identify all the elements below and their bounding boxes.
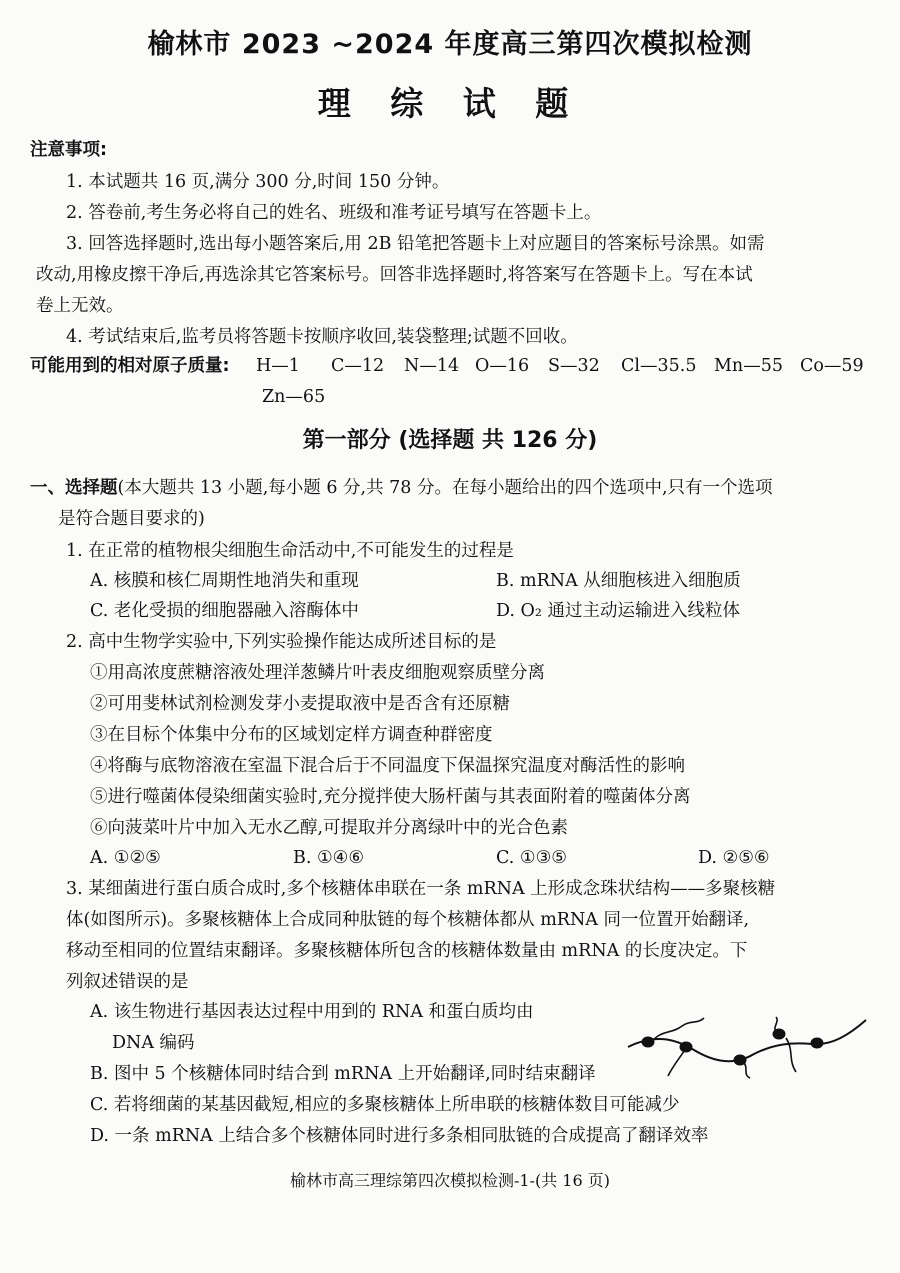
q1-option-b: B. mRNA 从细胞核进入细胞质	[496, 571, 741, 591]
note-item: 4. 考试结束后,监考员将答题卡按顺序收回,装袋整理;试题不回收。	[66, 327, 578, 347]
q1-option-d: D. O₂ 通过主动运输进入线粒体	[496, 601, 740, 621]
instruction-text: (本大题共 13 小题,每小题 6 分,共 78 分。在每小题给出的四个选项中,只有一个选项	[117, 478, 773, 498]
question-3-stem: 3. 某细菌进行蛋白质合成时,多个核糖体串联在一条 mRNA 上形成念珠状结构——多聚核糖	[66, 879, 776, 899]
note-item: 3. 回答选择题时,选出每小题答案后,用 2B 铅笔把答题卡上对应题目的答案标号涂黑。如需	[66, 234, 765, 254]
notes-heading: 注意事项:	[30, 140, 107, 160]
question-3-stem-cont: 移动至相同的位置结束翻译。多聚核糖体所包含的核糖体数量由 mRNA 的长度决定。下	[66, 941, 748, 961]
q3-option-c: C. 若将细菌的某基因截短,相应的多聚核糖体上所串联的核糖体数目可能减少	[90, 1095, 680, 1115]
q2-statement: ①用高浓度蔗糖溶液处理洋葱鳞片叶表皮细胞观察质壁分离	[90, 663, 545, 683]
exam-title: 榆林市 2023 ~2024 年度高三第四次模拟检测	[147, 29, 753, 60]
question-3-stem-cont: 体(如图所示)。多聚核糖体上合成同种肽链的每个核糖体都从 mRNA 同一位置开始翻译,	[66, 910, 750, 930]
atomic-mass: Mn—55	[714, 356, 783, 376]
q2-statement: ③在目标个体集中分布的区域划定样方调查种群密度	[90, 725, 493, 745]
atomic-mass: Zn—65	[262, 387, 326, 407]
q3-option-a-cont: DNA 编码	[112, 1033, 195, 1053]
atomic-mass-label: 可能用到的相对原子质量:	[30, 356, 230, 376]
ribosome	[680, 1042, 693, 1053]
subject-title: 理 综 试 题	[317, 84, 583, 123]
q3-option-d: D. 一条 mRNA 上结合多个核糖体同时进行多条相同肽链的合成提高了翻译效率	[90, 1126, 709, 1146]
q2-statement: ②可用斐林试剂检测发芽小麦提取液中是否含有还原糖	[90, 694, 510, 714]
page-footer: 榆林市高三理综第四次模拟检测-1-(共 16 页)	[289, 1171, 610, 1190]
note-item: 1. 本试题共 16 页,满分 300 分,时间 150 分钟。	[66, 172, 450, 192]
q1-option-a: A. 核膜和核仁周期性地消失和重现	[90, 571, 359, 591]
q1-option-c: C. 老化受损的细胞器融入溶酶体中	[90, 601, 359, 621]
note-item: 2. 答卷前,考生务必将自己的姓名、班级和准考证号填写在答题卡上。	[66, 203, 602, 223]
polyribosome-figure	[624, 1016, 870, 1080]
q2-statement: ⑥向菠菜叶片中加入无水乙醇,可提取并分离绿叶中的光合色素	[90, 818, 569, 838]
atomic-mass: H—1	[256, 356, 300, 376]
ribosome	[642, 1037, 655, 1048]
part1-title: 第一部分 (选择题 共 126 分)	[302, 428, 598, 453]
part1-instruction-cont: 是符合题目要求的)	[58, 509, 205, 529]
atomic-mass: Cl—35.5	[621, 356, 697, 376]
q2-statement: ⑤进行噬菌体侵染细菌实验时,充分搅拌使大肠杆菌与其表面附着的噬菌体分离	[90, 787, 691, 807]
peptide-chain	[668, 1048, 686, 1076]
atomic-mass: C—12	[331, 356, 385, 376]
instruction-head: 一、选择题	[30, 478, 118, 498]
q2-option-c: C. ①③⑤	[496, 848, 567, 868]
atomic-mass: O—16	[475, 356, 530, 376]
q3-option-b: B. 图中 5 个核糖体同时结合到 mRNA 上开始翻译,同时结束翻译	[90, 1064, 596, 1084]
question-2-stem: 2. 高中生物学实验中,下列实验操作能达成所述目标的是	[66, 632, 497, 652]
ribosome	[811, 1038, 824, 1049]
atomic-mass: S—32	[548, 356, 600, 376]
q2-option-b: B. ①④⑥	[293, 848, 365, 868]
note-item: 卷上无效。	[36, 296, 124, 316]
ribosome	[773, 1029, 786, 1040]
atomic-mass: N—14	[404, 356, 460, 376]
question-1-stem: 1. 在正常的植物根尖细胞生命活动中,不可能发生的过程是	[66, 541, 514, 561]
q2-option-d: D. ②⑤⑥	[698, 848, 770, 868]
part1-instruction	[30, 477, 773, 499]
mrna-strand	[628, 1020, 866, 1061]
q2-option-a: A. ①②⑤	[90, 848, 161, 868]
atomic-mass: Co—59	[800, 356, 864, 376]
question-3-stem-cont: 列叙述错误的是	[66, 972, 189, 992]
q2-statement: ④将酶与底物溶液在室温下混合后于不同温度下保温探究温度对酶活性的影响	[90, 756, 685, 776]
ribosome	[734, 1055, 747, 1066]
q3-option-a: A. 该生物进行基因表达过程中用到的 RNA 和蛋白质均由	[90, 1002, 534, 1022]
note-item: 改动,用橡皮擦干净后,再选涂其它答案标号。回答非选择题时,将答案写在答题卡上。写在本试	[36, 265, 753, 285]
